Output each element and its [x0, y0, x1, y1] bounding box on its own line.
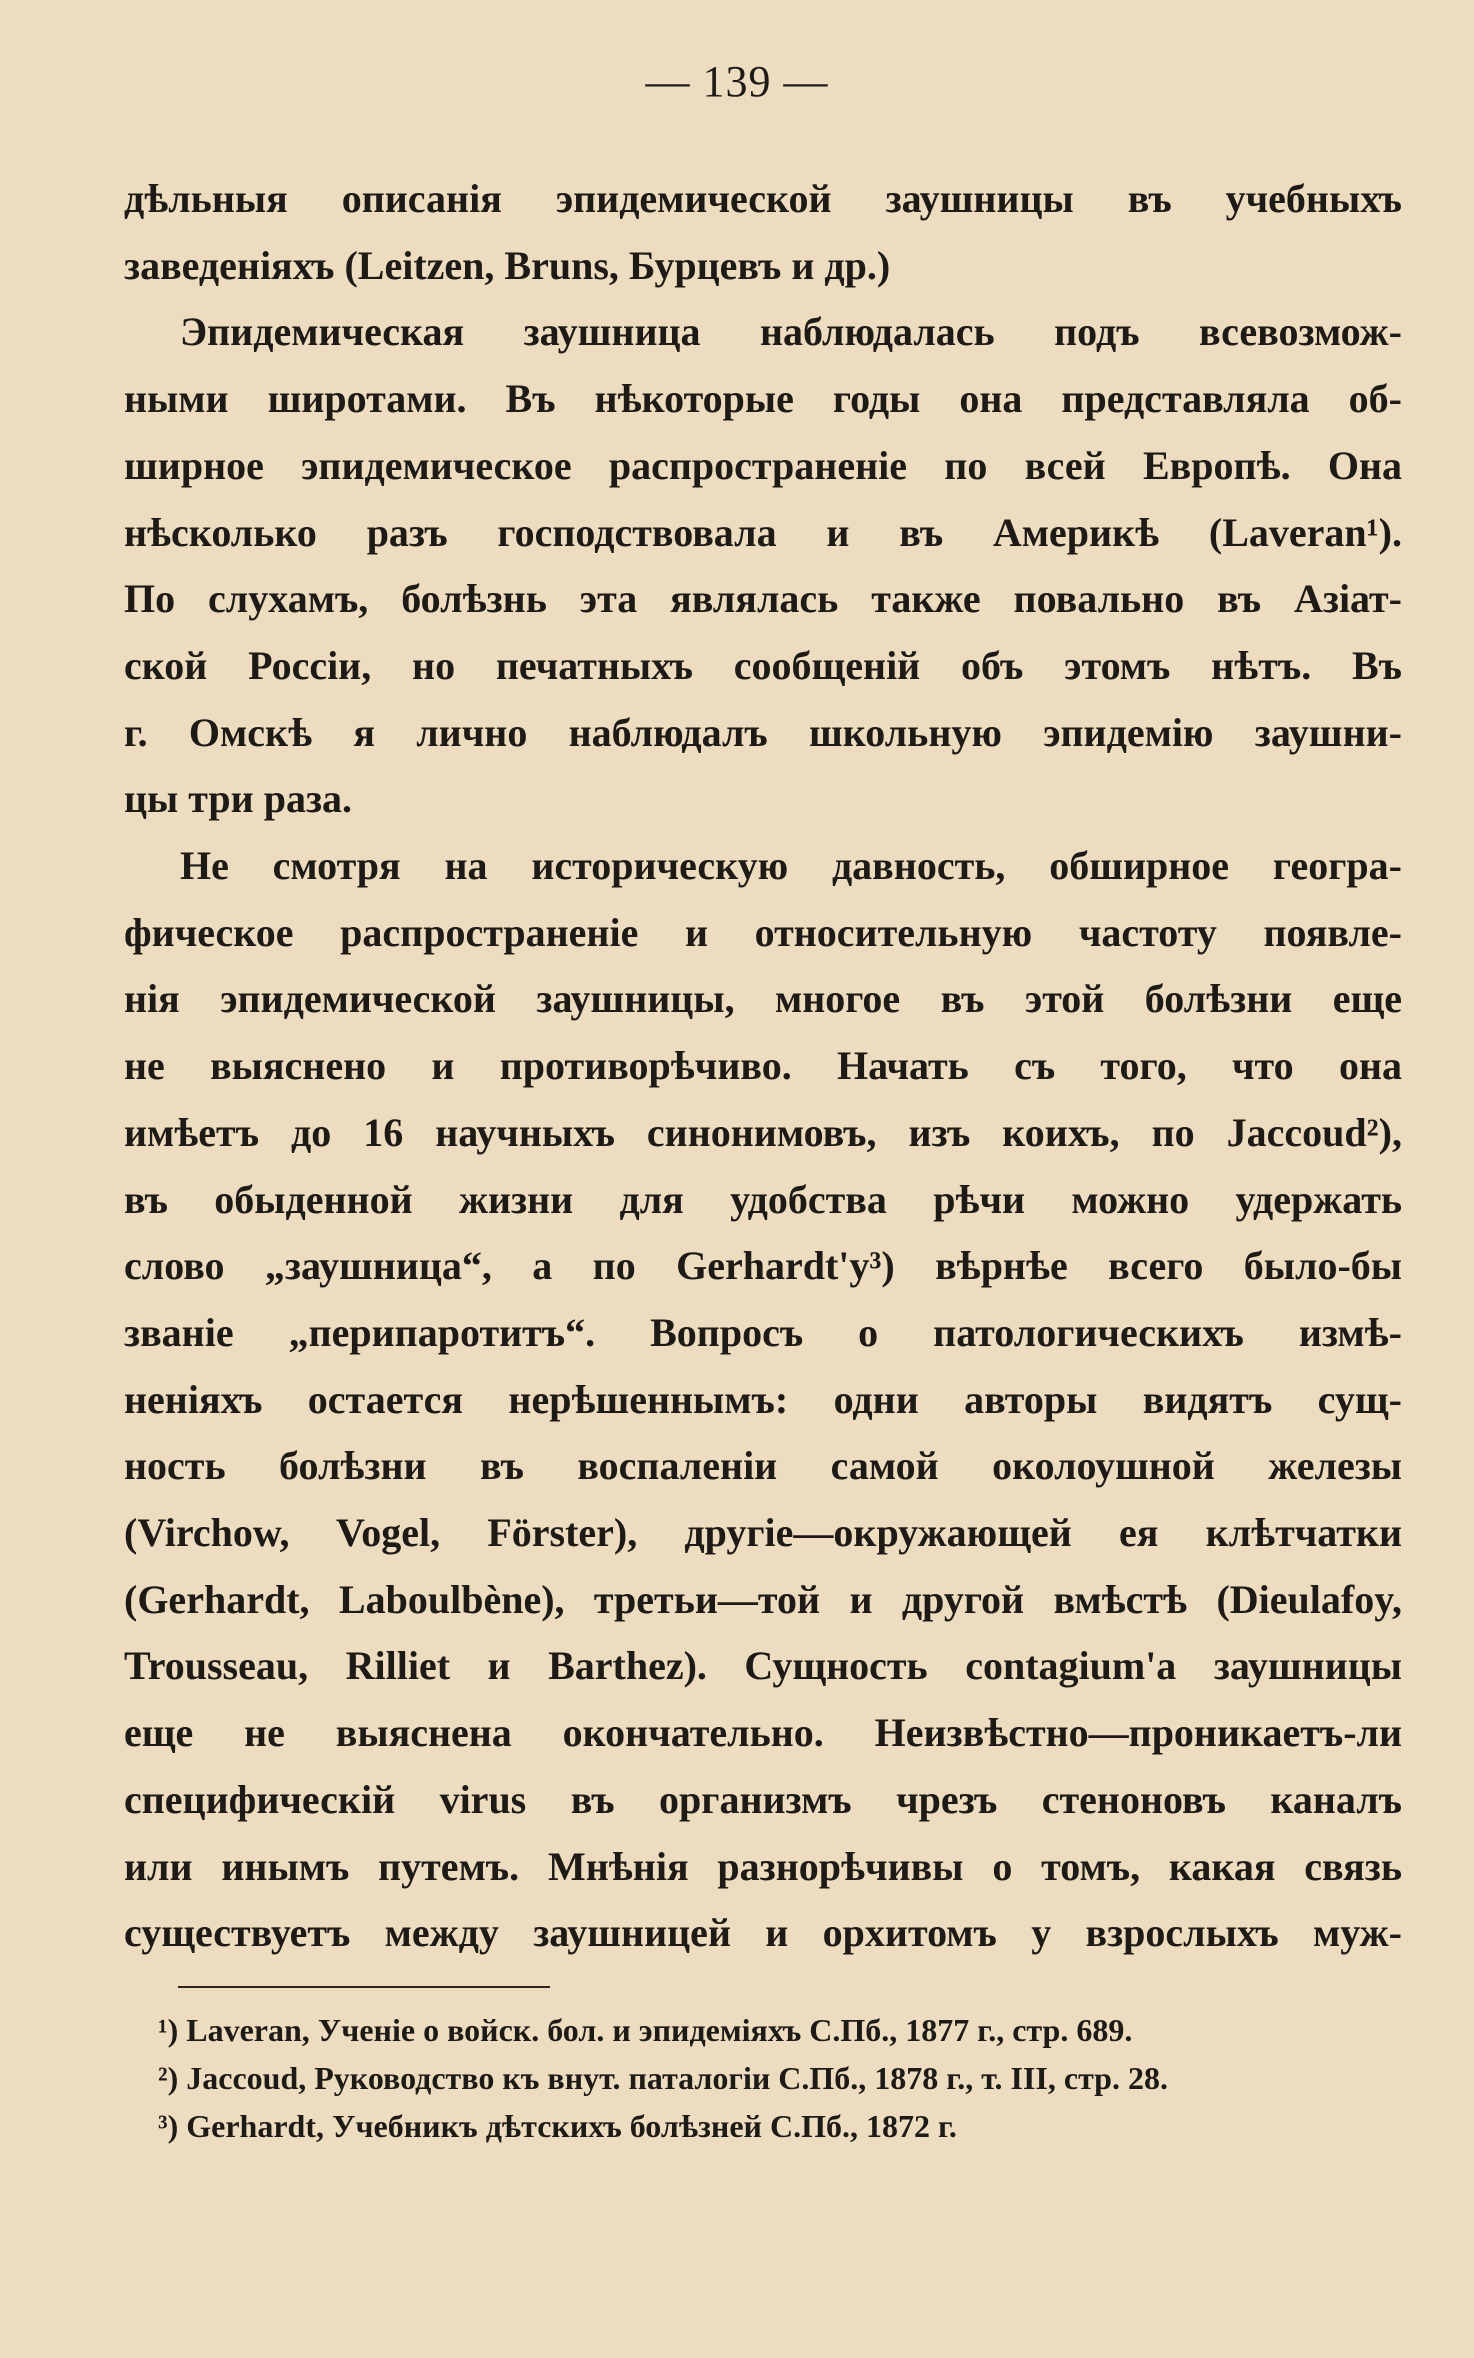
- text-line: нѣсколько разъ господствовала и въ Америкѣ (Laveran¹).: [124, 509, 1402, 555]
- text-line: Trousseau, Rilliet и Barthez). Сущность contagium'а заушницы: [124, 1643, 1402, 1689]
- page-number: — 139 —: [645, 57, 829, 106]
- text-line: существуетъ между заушницей и орхитомъ у взрослыхъ муж-: [124, 1910, 1402, 1956]
- text-line: слово „заушница“, а по Gerhardt'у³) вѣрнѣе всего было-бы: [124, 1243, 1402, 1289]
- text-line: Эпидемическая заушница наблюдалась подъ всевозмож-: [180, 309, 1402, 355]
- text-line: ность болѣзни въ воспаленіи самой околоушной железы: [124, 1443, 1402, 1489]
- footnotes: [158, 2006, 1398, 2150]
- footnote-divider: [178, 1986, 550, 1988]
- text-line: или инымъ путемъ. Мнѣнія разнорѣчивы о томъ, какая связь: [124, 1843, 1402, 1889]
- text-line: По слухамъ, болѣзнь эта являлась также повально въ Азіат-: [124, 576, 1402, 622]
- text-line: еще не выяснена окончательно. Неизвѣстно—проникаетъ-ли: [124, 1710, 1402, 1756]
- text-line: (Virchow, Vogel, Förster), другіе—окружающей ея клѣтчатки: [124, 1510, 1402, 1556]
- footnote: ¹) Laveran, Ученіе о войск. бол. и эпидеміяхъ С.Пб., 1877 г., стр. 689.: [158, 2012, 1133, 2048]
- text-line: ской Россіи, но печатныхъ сообщеній объ этомъ нѣтъ. Въ: [124, 642, 1402, 688]
- text-line: званіе „перипаротитъ“. Вопросъ о патологическихъ измѣ-: [124, 1309, 1402, 1355]
- text-line: специфическій virus въ организмъ чрезъ стеноновъ каналъ: [124, 1776, 1402, 1822]
- footnote: ²) Jaccoud, Руководство къ внут. паталогіи С.Пб., 1878 г., т. III, стр. 28.: [158, 2060, 1168, 2096]
- text-line: (Gerhardt, Laboulbène), третьи—той и другой вмѣстѣ (Dieulafoy,: [124, 1576, 1402, 1622]
- text-line: нія эпидемической заушницы, многое въ этой болѣзни еще: [124, 976, 1402, 1022]
- footnote: ³) Gerhardt, Учебникъ дѣтскихъ болѣзней С.Пб., 1872 г.: [158, 2108, 957, 2144]
- text-line: заведеніяхъ (Leitzen, Bruns, Бурцевъ и др.): [124, 242, 891, 288]
- text-line: не выяснено и противорѣчиво. Начать съ того, что она: [124, 1043, 1402, 1089]
- text-line: ными широтами. Въ нѣкоторые годы она представляла об-: [124, 376, 1402, 422]
- body-text: [124, 166, 1402, 1967]
- text-line: имѣетъ до 16 научныхъ синонимовъ, изъ коихъ, по Jaccoud²),: [124, 1109, 1402, 1155]
- text-line: въ обыденной жизни для удобства рѣчи можно удержать: [124, 1176, 1402, 1222]
- text-line: цы три раза.: [124, 776, 353, 822]
- text-line: Не смотря на историческую давность, обширное геогра-: [180, 843, 1402, 889]
- text-line: ширное эпидемическое распространеніе по всей Европѣ. Она: [124, 442, 1402, 488]
- text-line: г. Омскѣ я лично наблюдалъ школьную эпидемію заушни-: [124, 709, 1402, 755]
- text-line: дѣльныя описанія эпидемической заушницы въ учебныхъ: [124, 176, 1402, 221]
- text-line: неніяхъ остается нерѣшеннымъ: одни авторы видятъ сущ-: [124, 1376, 1402, 1422]
- text-line: фическое распространеніе и относительную частоту появле-: [124, 909, 1402, 955]
